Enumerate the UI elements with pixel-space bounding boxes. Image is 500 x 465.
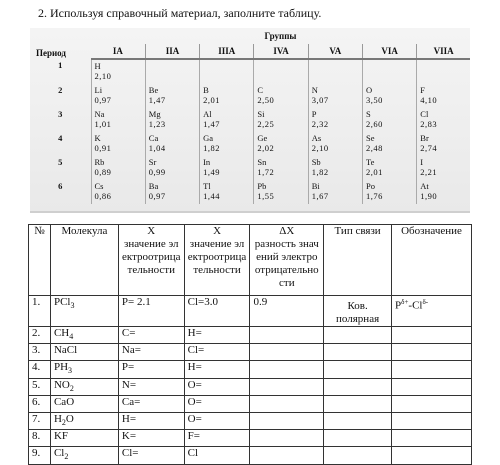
molecule-formula: KF (53, 430, 69, 443)
electronegativity-value: 0,97 (148, 191, 166, 201)
notation (392, 378, 472, 395)
electronegativity-value: 2,21 (420, 167, 438, 177)
notation (392, 296, 472, 327)
electronegativity-value: 1,67 (311, 191, 329, 201)
bond-type (324, 296, 392, 327)
x1-value: N= (118, 378, 184, 395)
element-cell (91, 180, 145, 204)
element-symbol: S (365, 109, 371, 119)
element-cell (254, 108, 308, 132)
element-cell (308, 108, 362, 132)
element-cell (145, 108, 199, 132)
element-cell (362, 156, 416, 180)
bond-type (324, 430, 392, 447)
electronegativity-value: 2,01 (203, 95, 220, 105)
bond-type (324, 327, 392, 344)
table-row (29, 361, 472, 378)
electronegativity-value: 1,44 (203, 191, 220, 201)
col-num-header: № (29, 225, 51, 296)
row-number: 4. (29, 361, 51, 378)
element-symbol: Ca (148, 133, 159, 143)
element-cell (91, 59, 145, 84)
period-row (30, 59, 470, 84)
notation-atom-a: P (395, 299, 402, 312)
group-label: IIA (145, 44, 199, 59)
col-dx-header (250, 225, 324, 296)
element-symbol: Si (257, 109, 265, 119)
element-cell (91, 156, 145, 180)
molecule-cell (50, 327, 118, 344)
element-cell (417, 132, 470, 156)
molecule-cell (50, 395, 118, 412)
element-cell (254, 84, 308, 108)
element-symbol: B (203, 85, 209, 95)
element-cell (308, 180, 362, 204)
delta-x-value (250, 412, 324, 429)
x1-value: H= (118, 412, 184, 429)
element-cell (200, 156, 254, 180)
element-cell (362, 132, 416, 156)
electronegativity-value: 0,99 (148, 167, 166, 177)
molecule-formula: H (53, 412, 62, 425)
group-label: VA (308, 44, 362, 59)
molecule-formula: PCl (53, 296, 71, 308)
group-label: VIA (362, 44, 416, 59)
electronegativity-value: 2,25 (257, 119, 275, 129)
table-row (29, 378, 472, 395)
element-cell (308, 59, 362, 84)
x2-value: Cl=3.0 (184, 296, 250, 327)
molecule-subscript: 2 (61, 418, 66, 428)
electronegativity-value: 2,10 (94, 71, 112, 81)
element-cell (417, 180, 470, 204)
col-molecule-header: Молекула (50, 225, 118, 296)
element-symbol: Ba (148, 181, 159, 191)
element-symbol: P (311, 109, 317, 119)
delta-x-value (250, 327, 324, 344)
element-cell (254, 180, 308, 204)
period-row (30, 108, 470, 132)
period-header: Период (36, 48, 66, 58)
molecule-formula: NO (53, 378, 70, 391)
group-label: IA (91, 44, 145, 59)
molecule-formula: CH (53, 327, 70, 339)
x2-value: O= (184, 395, 250, 412)
bond-type (324, 412, 392, 429)
bond-type (324, 361, 392, 378)
electronegativity-value: 1,23 (148, 119, 166, 129)
period-row (30, 180, 470, 204)
element-symbol: C (257, 85, 264, 95)
element-cell (200, 132, 254, 156)
col-x1-header (118, 225, 184, 296)
element-cell (145, 180, 199, 204)
notation (392, 344, 472, 361)
row-number: 9. (29, 447, 51, 464)
notation (392, 447, 472, 464)
electronegativity-value: 1,82 (311, 167, 329, 177)
group-labels-row (30, 44, 470, 59)
electronegativity-value: 2,02 (257, 143, 275, 153)
delta-x-value (250, 361, 324, 378)
electronegativity-value: 0,89 (94, 167, 112, 177)
row-number: 5. (29, 378, 51, 395)
electronegativity-value: 2,50 (257, 95, 275, 105)
bond-type (324, 344, 392, 361)
notation-charge-b: δ- (422, 298, 429, 306)
table-row (29, 447, 472, 464)
electronegativity-reference-table (30, 28, 470, 213)
element-symbol: As (311, 133, 322, 143)
task-heading: 2. Используя справочный материал, заполните таблицу. (38, 6, 322, 20)
element-symbol: Cl (420, 109, 429, 119)
element-cell (91, 108, 145, 132)
element-symbol: Rb (94, 157, 105, 167)
electronegativity-value: 2,48 (365, 143, 383, 153)
row-number: 2. (29, 327, 51, 344)
molecule-cell (50, 412, 118, 429)
molecule-formula: PH (53, 361, 69, 374)
element-symbol: Pb (257, 181, 267, 191)
x2-value: O= (184, 378, 250, 395)
electronegativity-value: 1,72 (257, 167, 275, 177)
element-symbol: Na (94, 109, 105, 119)
element-cell (417, 156, 470, 180)
x2-value: O= (184, 412, 250, 429)
molecule-subscript: 2 (69, 383, 74, 393)
element-symbol: Tl (203, 181, 211, 191)
notation (392, 361, 472, 378)
molecule-cell (50, 361, 118, 378)
period-number: 2 (58, 85, 63, 95)
element-symbol: Li (94, 85, 103, 95)
element-symbol: F (420, 85, 426, 95)
element-symbol: Ge (257, 133, 268, 143)
electronegativity-value: 1,01 (94, 119, 112, 129)
period-number: 4 (58, 133, 63, 143)
dx-symbol: ΔX (279, 225, 295, 237)
molecule-cell (50, 344, 118, 361)
table-row (29, 327, 472, 344)
electronegativity-value: 1,82 (203, 143, 220, 153)
electronegativity-value: 1,76 (365, 191, 383, 201)
table-row (29, 296, 472, 327)
electronegativity-value: 1,04 (148, 143, 166, 153)
group-label: VIIA (417, 44, 470, 59)
x2-value: H= (184, 361, 250, 378)
x1-value: C= (118, 327, 184, 344)
bond-type-text: Ков. полярная (336, 300, 380, 325)
notation (392, 395, 472, 412)
x1-value: Cl= (118, 447, 184, 464)
period-number: 1 (58, 60, 63, 70)
x1-value: Na= (118, 344, 184, 361)
element-cell (362, 84, 416, 108)
electronegativity-value: 2,74 (420, 143, 438, 153)
electronegativity-value: 4,10 (420, 95, 438, 105)
molecule-formula: Cl (53, 447, 65, 460)
element-cell (417, 59, 470, 84)
element-symbol: At (420, 181, 429, 191)
element-cell (417, 84, 470, 108)
delta-x-value (250, 447, 324, 464)
element-cell (362, 108, 416, 132)
table-row (29, 430, 472, 447)
element-symbol: Ga (203, 133, 214, 143)
element-cell (308, 84, 362, 108)
element-cell (91, 84, 145, 108)
x1-symbol: X (147, 225, 156, 237)
x2-value: F= (184, 430, 250, 447)
notation (392, 327, 472, 344)
electronegativity-value: 1,47 (203, 119, 220, 129)
col-bond-header: Тип связи (324, 225, 392, 296)
element-symbol: Al (203, 109, 212, 119)
molecule-subscript: 4 (69, 332, 74, 342)
col-x2-header (184, 225, 250, 296)
bond-type (324, 395, 392, 412)
molecule-cell (50, 430, 118, 447)
row-number: 7. (29, 412, 51, 429)
electronegativity-value: 1,90 (420, 191, 438, 201)
row-number: 8. (29, 430, 51, 447)
molecule-cell (50, 378, 118, 395)
element-cell (145, 132, 199, 156)
molecule-subscript: 3 (70, 301, 75, 311)
element-cell (91, 132, 145, 156)
delta-x-value (250, 395, 324, 412)
element-cell (145, 84, 199, 108)
electronegativity-value: 1,49 (203, 167, 220, 177)
table-row (29, 344, 472, 361)
element-symbol: Br (420, 133, 429, 143)
element-symbol: Be (148, 85, 159, 95)
notation-atom-b: -Cl (408, 299, 423, 312)
electronegativity-value: 1,47 (148, 95, 166, 105)
element-symbol: H (94, 61, 101, 71)
molecule-formula-tail: O (65, 412, 74, 425)
element-cell (362, 180, 416, 204)
table-row (29, 395, 472, 412)
element-cell (145, 59, 199, 84)
x2-symbol: X (213, 225, 222, 237)
electronegativity-value: 2,01 (365, 167, 383, 177)
x2-value: H= (184, 327, 250, 344)
delta-x-value (250, 430, 324, 447)
x1-value: Ca= (118, 395, 184, 412)
element-symbol: Sb (311, 157, 321, 167)
groups-header: Группы (264, 31, 297, 41)
notation (392, 412, 472, 429)
element-symbol: Mg (148, 109, 161, 119)
molecule-subscript: 3 (68, 366, 73, 376)
electronegativity-value: 2,10 (311, 143, 329, 153)
row-number: 1. (29, 296, 51, 327)
element-cell (417, 108, 470, 132)
bond-type (324, 378, 392, 395)
molecule-formula: CaO (53, 395, 75, 408)
element-symbol: N (311, 85, 318, 95)
worksheet-header-row (29, 225, 472, 296)
element-cell (254, 156, 308, 180)
x1-value: P= (118, 361, 184, 378)
worksheet-table (28, 224, 472, 465)
element-cell (308, 132, 362, 156)
element-symbol: O (365, 85, 373, 95)
electronegativity-value: 0,86 (94, 191, 112, 201)
element-symbol: In (203, 157, 211, 167)
electronegativity-value: 3,07 (311, 95, 329, 105)
electronegativity-value: 1,55 (257, 191, 275, 201)
x1-text: значение электроотрицательности (122, 238, 181, 276)
dx-text: разность значений электроотрицательности (254, 238, 319, 289)
group-label: IVA (254, 44, 308, 59)
period-number: 5 (58, 157, 63, 167)
notation-charge-a: δ+ (401, 298, 409, 306)
group-label: IIIA (200, 44, 254, 59)
period-row (30, 156, 470, 180)
delta-x-value (250, 378, 324, 395)
table-row (29, 412, 472, 429)
molecule-subscript: 2 (64, 452, 69, 462)
element-cell (362, 59, 416, 84)
x2-value: Cl (184, 447, 250, 464)
molecule-formula: NaCl (53, 344, 78, 357)
delta-x-value (250, 344, 324, 361)
notation (392, 430, 472, 447)
element-symbol: I (420, 157, 424, 167)
molecule-cell (50, 447, 118, 464)
row-number: 3. (29, 344, 51, 361)
row-number: 6. (29, 395, 51, 412)
electronegativity-value: 2,60 (365, 119, 383, 129)
element-symbol: Bi (311, 181, 320, 191)
period-row (30, 132, 470, 156)
element-symbol: Se (365, 133, 375, 143)
element-symbol: Te (365, 157, 375, 167)
period-number: 3 (58, 109, 63, 119)
element-cell (200, 180, 254, 204)
element-symbol: Sr (148, 157, 157, 167)
electronegativity-value: 0,97 (94, 95, 112, 105)
element-cell (254, 59, 308, 84)
electronegativity-value: 2,83 (420, 119, 438, 129)
delta-x-value: 0.9 (250, 296, 324, 327)
bond-type (324, 447, 392, 464)
electronegativity-value: 0,91 (94, 143, 112, 153)
element-symbol: Po (365, 181, 375, 191)
element-cell (200, 84, 254, 108)
element-symbol: Sn (257, 157, 267, 167)
col-notation-header: Обозначение (392, 225, 472, 296)
element-cell (200, 59, 254, 84)
period-number: 6 (58, 181, 63, 191)
electronegativity-value: 2,32 (311, 119, 329, 129)
x1-value: P= 2.1 (118, 296, 184, 327)
element-cell (254, 132, 308, 156)
element-symbol: Cs (94, 181, 104, 191)
x2-value: Cl= (184, 344, 250, 361)
x2-text: значение электроотрицательности (187, 238, 247, 276)
element-cell (200, 108, 254, 132)
element-cell (308, 156, 362, 180)
x1-value: K= (118, 430, 184, 447)
period-row (30, 84, 470, 108)
element-symbol: K (94, 133, 101, 143)
electronegativity-value: 3,50 (365, 95, 383, 105)
molecule-cell (50, 296, 118, 327)
element-cell (145, 156, 199, 180)
